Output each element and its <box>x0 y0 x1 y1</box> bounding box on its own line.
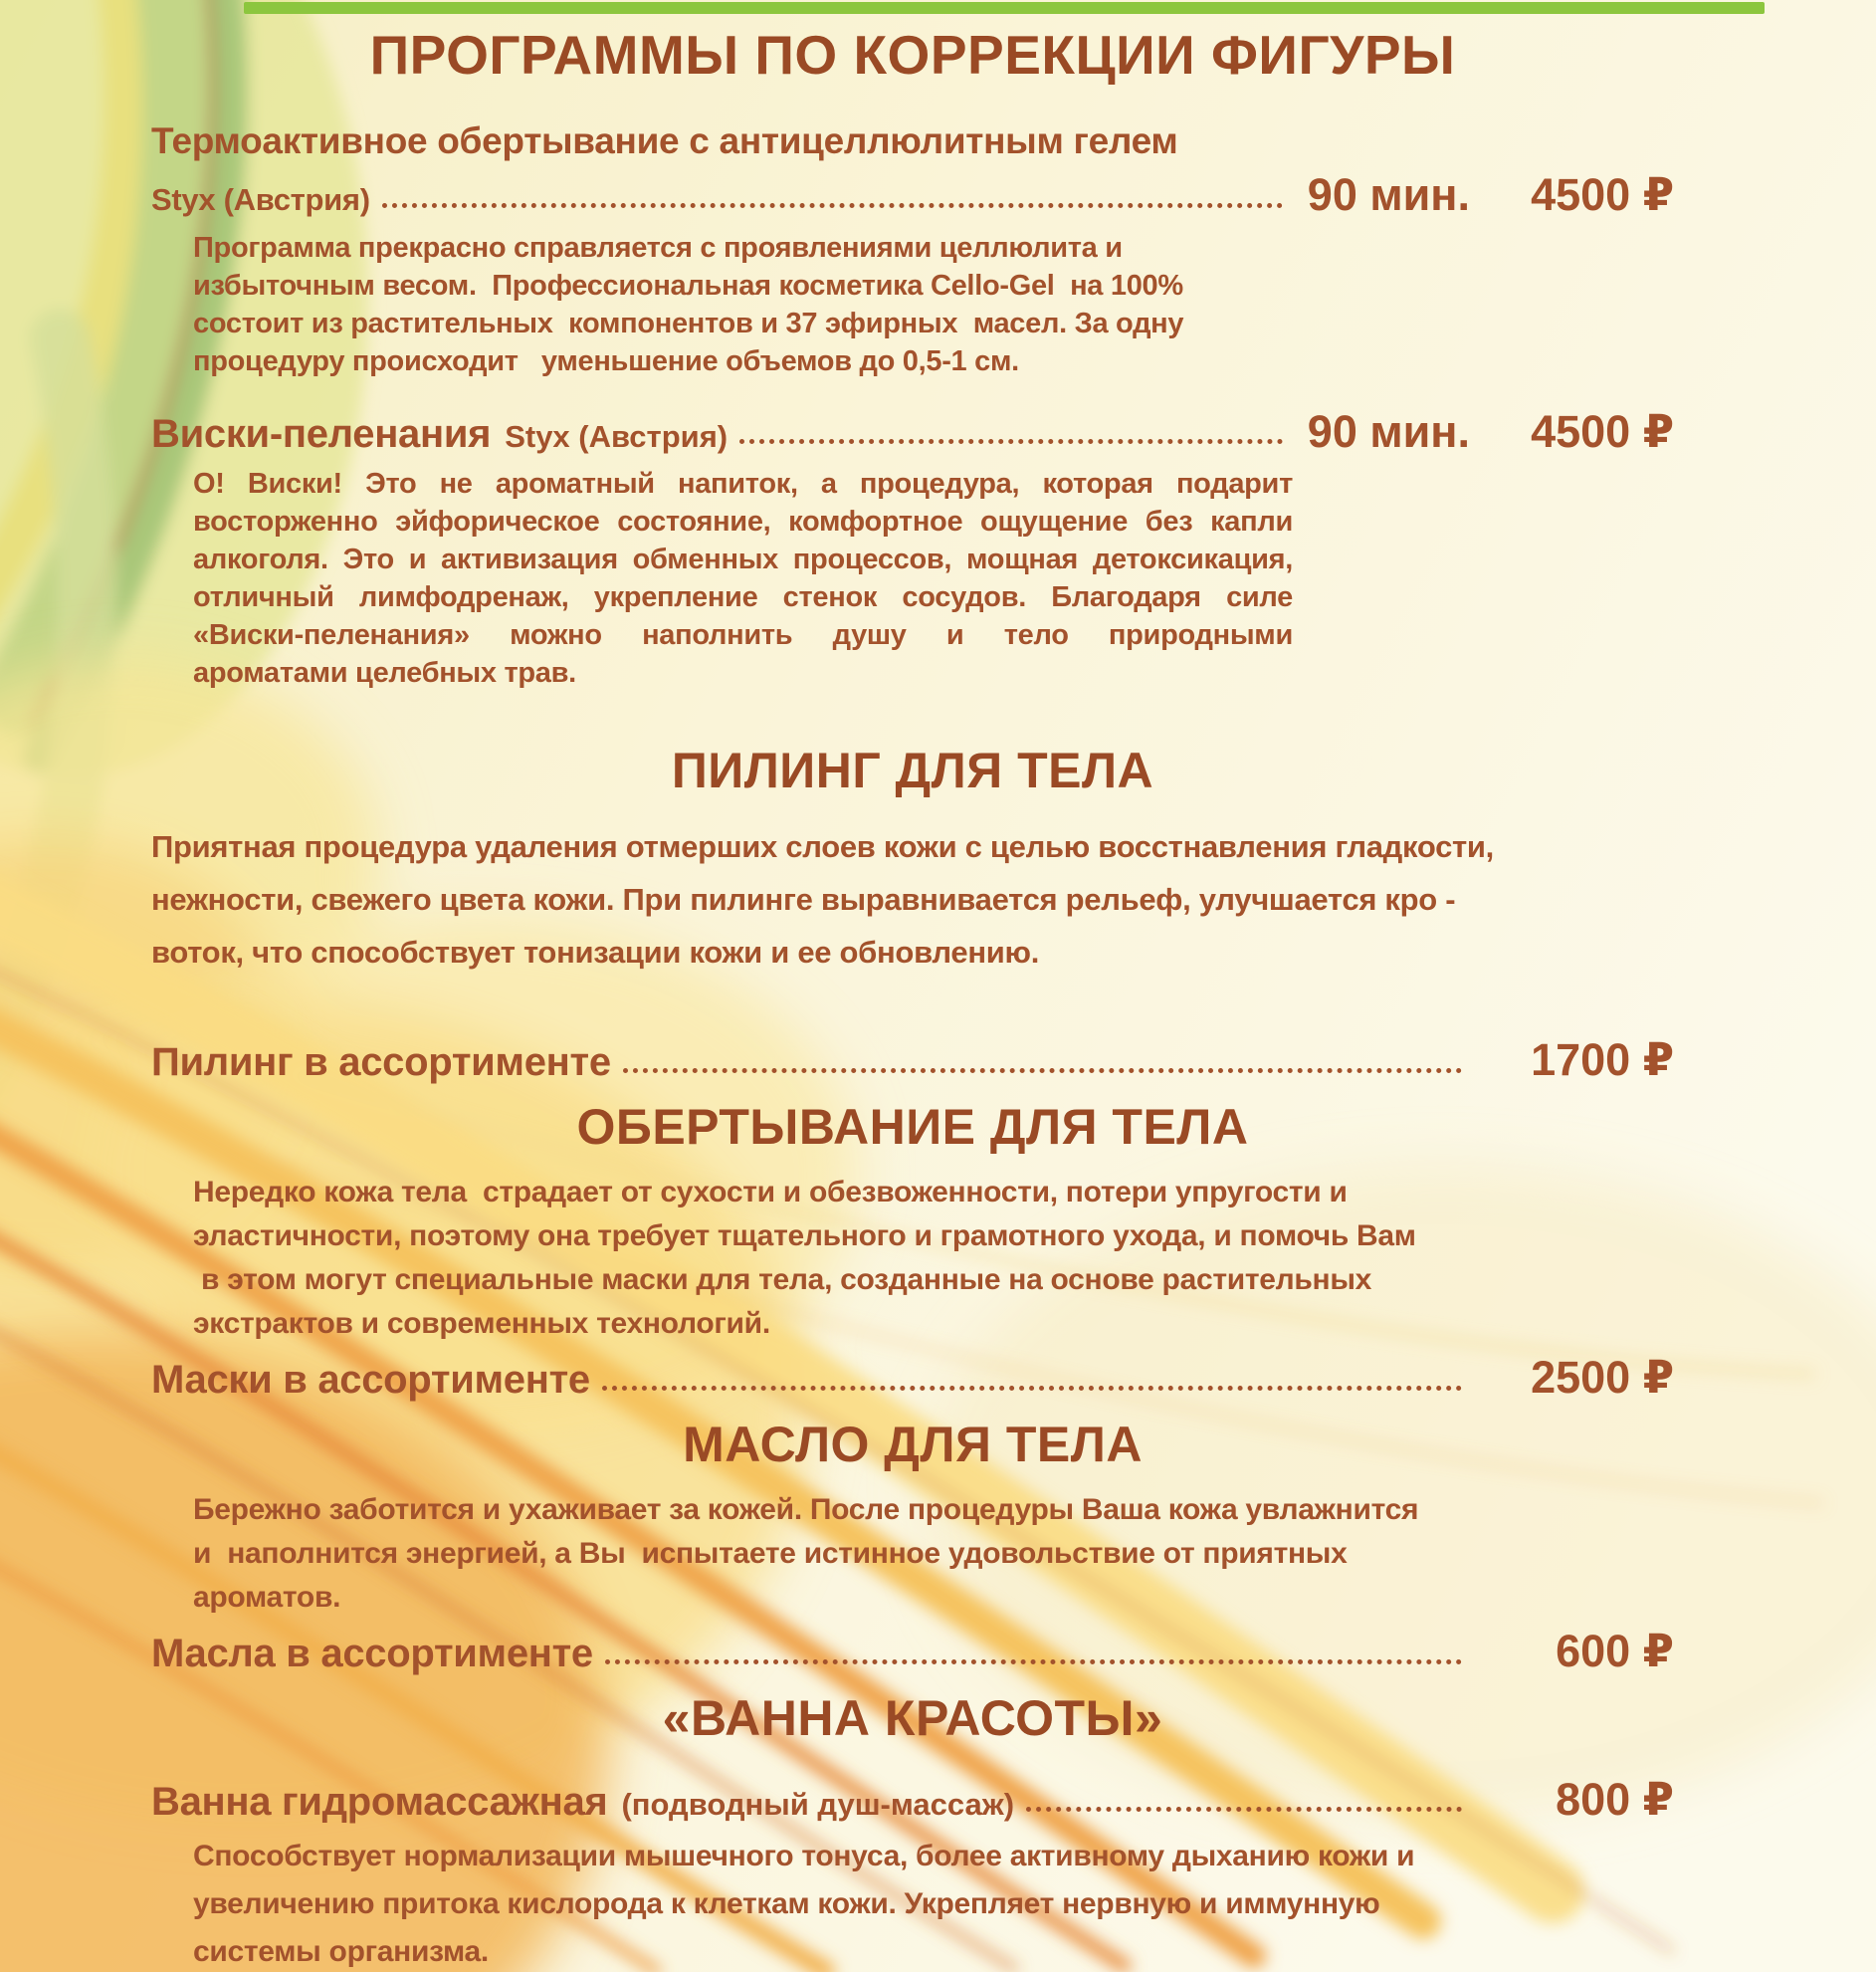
intro-line: ароматов. <box>193 1580 341 1614</box>
dotted-leader <box>623 1068 1462 1073</box>
section-heading: ОБЕРТЫВАНИЕ ДЛЯ ТЕЛА <box>576 1099 1249 1156</box>
item-name: Маски в ассортименте <box>151 1358 590 1403</box>
item-description <box>193 465 1293 692</box>
item-price: 1700 ₽ <box>1531 1034 1674 1086</box>
dotted-leader <box>382 203 1283 208</box>
menu-content <box>0 24 1876 1972</box>
price-row <box>151 169 1674 221</box>
item-price: 2500 ₽ <box>1531 1352 1674 1404</box>
description-line: «Виски-пеленания» можно наполнить душу и тело природными <box>193 619 1293 652</box>
price-row <box>151 1034 1674 1086</box>
menu-section <box>151 1691 1674 1972</box>
section-intro <box>193 1488 1674 1620</box>
intro-line: воток, что способствует тонизации кожи и ее обновлению. <box>151 935 1040 971</box>
price-row <box>151 1626 1674 1677</box>
item-name: Ванна гидромассажная <box>151 1779 608 1824</box>
item-price: 600 ₽ <box>1556 1625 1674 1676</box>
menu-section <box>151 120 1674 692</box>
item-title: Термоактивное обертывание с антицеллюлитным гелем <box>151 120 1178 162</box>
section-intro <box>193 1171 1674 1346</box>
price-row <box>151 1352 1674 1404</box>
price-row <box>151 406 1674 458</box>
dotted-leader <box>602 1386 1462 1391</box>
description-line: ароматами целебных трав. <box>193 657 576 690</box>
intro-line: и наполнится энергией, а Вы испытаете истинное удовольствие от приятных <box>193 1536 1348 1570</box>
item-name: Масла в ассортименте <box>151 1631 593 1675</box>
description-line: алкоголя. Это и активизация обменных процессов, мощная детоксикация, <box>193 544 1293 576</box>
description-line: избыточным весом. Профессиональная косметика Cello-Gel на 100% <box>193 269 1183 302</box>
menu-section <box>151 744 1674 1086</box>
item-description <box>193 229 1674 380</box>
intro-line: Приятная процедура удаления отмерших слоев кожи с целью восстнавления гладкости, <box>151 829 1494 865</box>
item-duration: 90 мин. <box>1307 405 1470 457</box>
price-row <box>151 1774 1674 1826</box>
intro-line: Бережно заботится и ухаживает за кожей. После процедуры Ваша кожа увлажнится <box>193 1492 1419 1526</box>
menu-section <box>151 1418 1674 1677</box>
dotted-leader <box>1026 1807 1462 1812</box>
item-description <box>193 1833 1674 1972</box>
section-intro <box>151 820 1674 979</box>
description-line: состоит из растительных компонентов и 37 эфирных масел. За одну <box>193 307 1184 339</box>
section-heading: ПИЛИНГ ДЛЯ ТЕЛА <box>671 743 1154 799</box>
description-line: восторженно эйфорическое состояние, комфортное ощущение без капли <box>193 506 1293 539</box>
dotted-leader <box>605 1659 1462 1664</box>
item-price: 4500 ₽ <box>1531 405 1674 457</box>
item-name: Виски-пеленания <box>151 411 492 456</box>
item-name: Styx (Австрия) <box>151 181 370 217</box>
description-line: увеличению притока кислорода к клеткам кожи. Укрепляет нервную и иммунную <box>193 1887 1380 1921</box>
description-line: Программа прекрасно справляется с проявлениями целлюлита и <box>193 231 1123 264</box>
intro-line: Нередко кожа тела страдает от сухости и обезвоженности, потери упругости и <box>193 1176 1348 1209</box>
intro-line: в этом могут специальные маски для тела, созданные на основе растительных <box>193 1263 1372 1297</box>
description-line: О! Виски! Это не ароматный напиток, а процедура, которая подарит <box>193 468 1293 501</box>
description-line: Способствует нормализации мышечного тонуса, более активному дыханию кожи и <box>193 1840 1415 1873</box>
description-line: системы организма. <box>193 1935 489 1969</box>
item-duration: 90 мин. <box>1307 168 1470 220</box>
item-name-suffix: Styx (Австрия) <box>505 418 729 454</box>
item-name: Пилинг в ассортименте <box>151 1040 611 1085</box>
dotted-leader <box>739 439 1283 444</box>
intro-line: эластичности, поэтому она требует тщательного и грамотного ухода, и помочь Вам <box>193 1219 1416 1253</box>
menu-sections <box>151 120 1674 1972</box>
menu-section <box>151 1100 1674 1404</box>
section-heading: «ВАННА КРАСОТЫ» <box>662 1689 1163 1746</box>
item-name-suffix: (подводный душ-массаж) <box>621 1786 1015 1822</box>
description-line: процедуру происходит уменьшение объемов до 0,5-1 см. <box>193 344 1019 377</box>
section-heading: МАСЛО ДЛЯ ТЕЛА <box>683 1416 1143 1472</box>
intro-line: экстрактов и современных технологий. <box>193 1307 770 1341</box>
item-price: 800 ₽ <box>1556 1773 1674 1825</box>
top-accent-bar <box>244 2 1765 14</box>
description-line: отличный лимфодренаж, укрепление стенок сосудов. Благодаря силе <box>193 581 1293 614</box>
page-title: ПРОГРАММЫ ПО КОРРЕКЦИИ ФИГУРЫ <box>369 24 1456 86</box>
intro-line: нежности, свежего цвета кожи. При пилинге выравнивается рельеф, улучшается кро - <box>151 882 1456 918</box>
item-price: 4500 ₽ <box>1531 168 1674 220</box>
